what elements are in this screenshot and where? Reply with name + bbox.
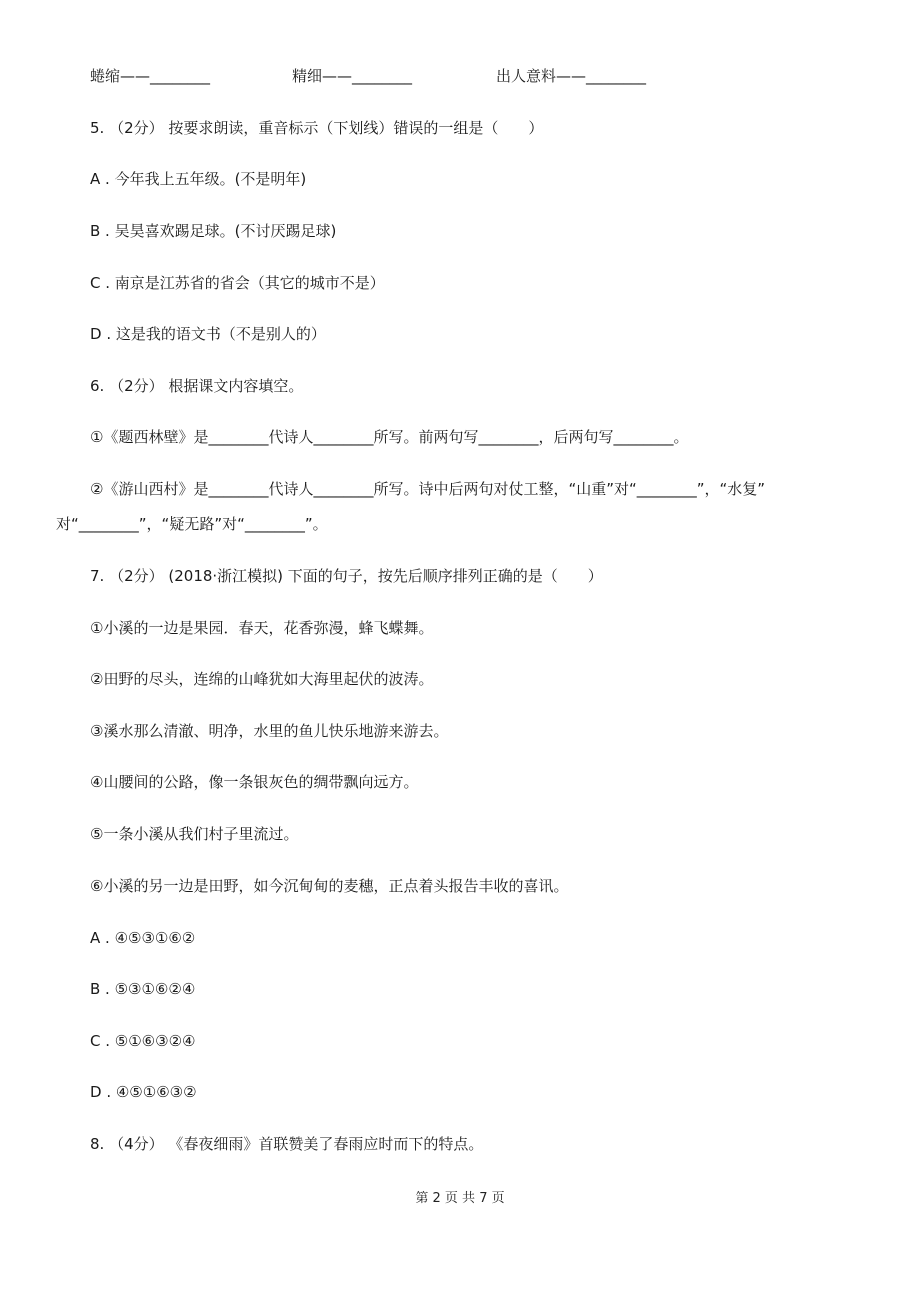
question-5-option-a: A . 今年我上五年级。(不是明年) [90, 170, 307, 188]
question-7-sentence-2: ②田野的尽头，连绵的山峰犹如大海里起伏的波涛。 [90, 670, 434, 688]
question-5-option-c: C . 南京是江苏省的省会（其它的城市不是） [90, 274, 385, 292]
question-7-option-a: A . ④⑤③①⑥② [90, 929, 196, 947]
question-6-stem: 6. （2分） 根据课文内容填空。 [90, 377, 304, 395]
question-5-stem: 5. （2分） 按要求朗读，重音标示（下划线）错误的一组是（ ） [90, 119, 544, 137]
question-7-sentence-1: ①小溪的一边是果园．春天，花香弥漫，蜂飞蝶舞。 [90, 619, 434, 637]
question-7-option-c: C . ⑤①⑥③②④ [90, 1032, 196, 1050]
question-6-blank-line-1: ①《题西林壁》是________代诗人________所写。前两句写________，后两句写________。 [90, 428, 689, 446]
question-5-option-b: B . 吴昊喜欢踢足球。(不讨厌踢足球) [90, 222, 337, 240]
question-8-stem: 8. （4分） 《春夜细雨》首联赞美了春雨应时而下的特点。 [90, 1135, 484, 1153]
question-7-option-d: D . ④⑤①⑥③② [90, 1083, 197, 1101]
question-6-blank-line-2a: ②《游山西村》是________代诗人________所写。诗中后两句对仗工整，“山重”对“________”，“水复” [90, 480, 766, 498]
antonym-item-1: 蜷缩——________ [90, 67, 211, 85]
antonym-item-3: 出人意料——________ [496, 67, 647, 85]
question-7-sentence-5: ⑤一条小溪从我们村子里流过。 [90, 825, 299, 843]
question-7-stem: 7. （2分） (2018·浙江模拟) 下面的句子，按先后顺序排列正确的是（ ） [90, 567, 603, 585]
question-6-blank-line-2b: 对“________”，“疑无路”对“________”。 [56, 515, 328, 533]
question-7-option-b: B . ⑤③①⑥②④ [90, 980, 196, 998]
antonym-item-2: 精细——________ [292, 67, 413, 85]
page-number-footer: 第 2 页 共 7 页 [415, 1191, 505, 1206]
question-5-option-d: D . 这是我的语文书（不是别人的） [90, 325, 326, 343]
question-7-sentence-3: ③溪水那么清澈、明净，水里的鱼儿快乐地游来游去。 [90, 722, 449, 740]
question-7-sentence-6: ⑥小溪的另一边是田野，如今沉甸甸的麦穗，正点着头报告丰收的喜讯。 [90, 877, 569, 895]
question-7-sentence-4: ④山腰间的公路，像一条银灰色的绸带飘向远方。 [90, 773, 419, 791]
